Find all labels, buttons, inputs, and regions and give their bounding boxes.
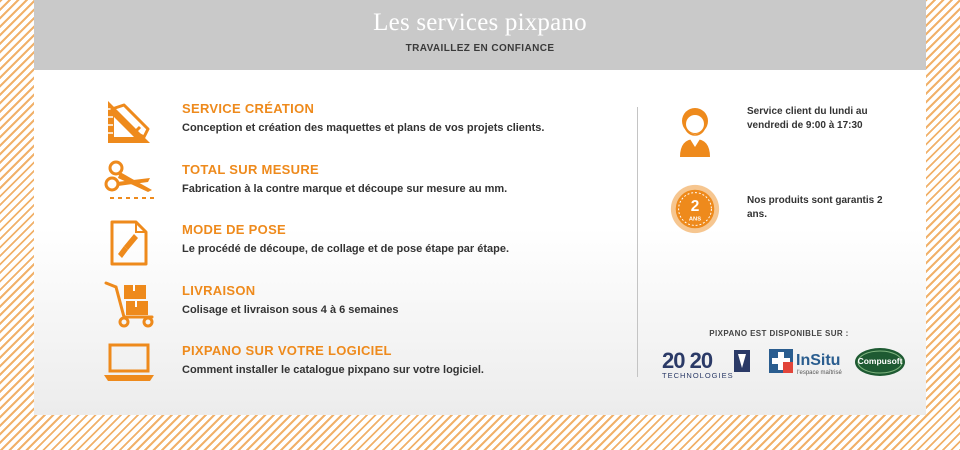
support-agent-icon [670,105,720,159]
warranty-badge-number: 2 [690,197,700,215]
logo-insitu-subtext: l'espace maîtrisé [797,370,842,376]
pencil-ruler-icon [104,97,156,147]
warranty-badge-unit: ANS [688,216,702,223]
service-description: Colisage et livraison sous 4 à 6 semaines [182,304,399,316]
logo-2020-text: 20 20 [662,348,713,373]
header-banner [34,0,926,70]
page-subtitle: TRAVAILLEZ EN CONFIANCE [405,43,555,54]
service-description: Conception et création des maquettes et plans de vos projets clients. [182,122,545,134]
service-item-creation [104,97,644,147]
services-panel [34,0,926,415]
logo-2020-technologies[interactable] [660,346,754,380]
warranty-item [670,182,920,238]
available-on-label: PIXPANO EST DISPONIBLE SUR : [709,329,849,338]
service-title: MODE DE POSE [182,222,287,237]
logo-compusoft-text: Compusoft [857,356,903,366]
service-item-mesure [104,158,644,208]
document-brush-icon [104,218,156,268]
logo-insitu[interactable] [769,348,845,376]
page-title: Les services pixpano [373,9,587,36]
service-item-livraison [104,279,644,329]
logo-2020-subtext: TECHNOLOGIES [662,371,734,380]
service-title: SERVICE CRÉATION [182,101,315,116]
warranty-text: Nos produits sont garantis 2 ans. [747,195,883,220]
service-description: Fabrication à la contre marque et découpe sur mesure au mm. [182,183,508,195]
service-title: PIXPANO SUR VOTRE LOGICIEL [182,343,392,358]
service-description: Comment installer le catalogue pixpano sur votre logiciel. [182,364,484,376]
logo-compusoft[interactable] [854,347,906,377]
logo-insitu-text: InSitu [796,352,841,369]
scissors-icon [104,158,156,208]
service-item-logiciel [104,339,644,389]
support-hours-text: Service client du lundi au vendredi de 9:00 à 17:30 [747,106,868,131]
service-title: LIVRAISON [182,283,256,298]
customer-service-item [670,105,920,159]
laptop-icon [104,339,156,389]
service-item-pose [104,218,644,268]
service-description: Le procédé de découpe, de collage et de pose étape par étape. [182,243,510,255]
warranty-badge-icon [670,182,720,236]
service-title: TOTAL SUR MESURE [182,162,319,177]
hand-truck-icon [104,279,156,329]
